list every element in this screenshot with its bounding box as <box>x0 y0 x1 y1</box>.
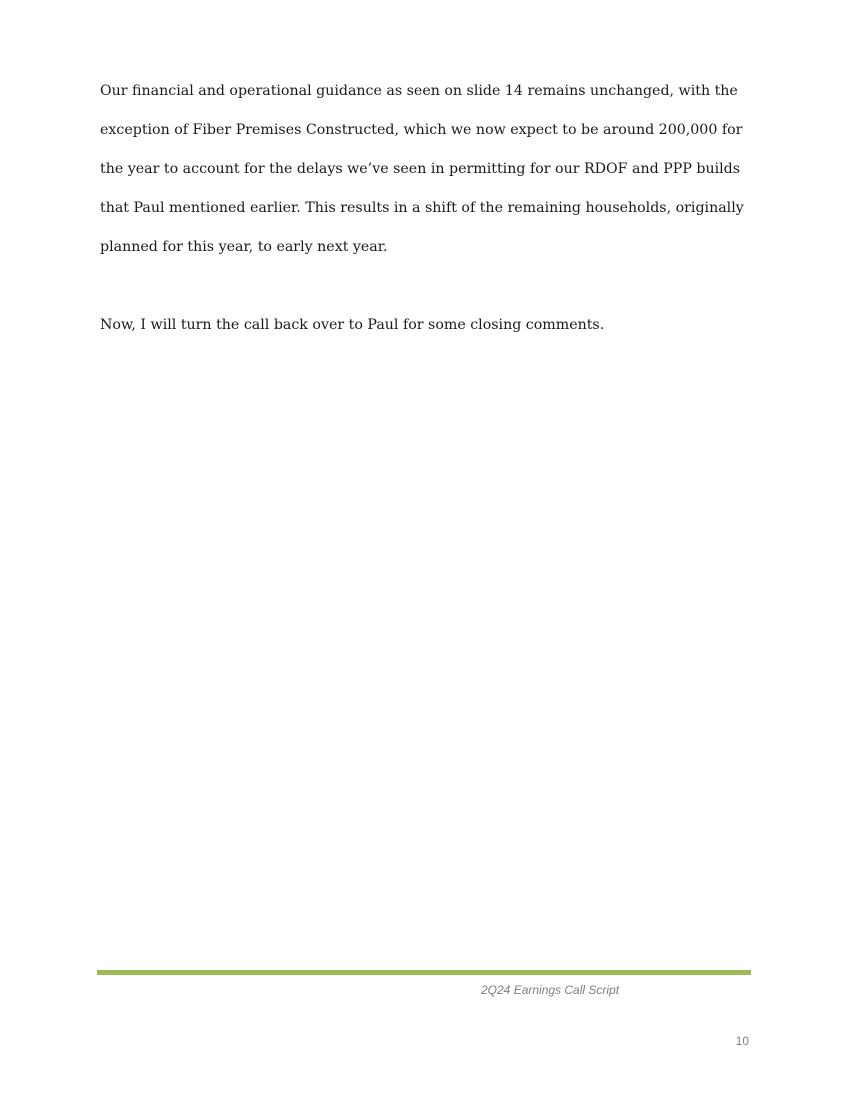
paragraph-guidance: Our financial and operational guidance as seen on slide 14 remains unchanged, with the exception of Fiber Premises Constructed, which we now expect to be around 200,000 for the year to account for the delays we’ve seen in permitting for our RDOF and PPP builds that Paul mentioned earlier. This results in a shift of the remaining households, originally planned for this year, to early next year. <box>100 83 744 255</box>
footer-title: 2Q24 Earnings Call Script <box>481 983 620 997</box>
footer-divider <box>97 970 751 975</box>
body-text <box>100 72 760 345</box>
paragraph-closing: Now, I will turn the call back over to Paul for some closing comments. <box>100 317 605 333</box>
page-number: 10 <box>735 1034 749 1048</box>
